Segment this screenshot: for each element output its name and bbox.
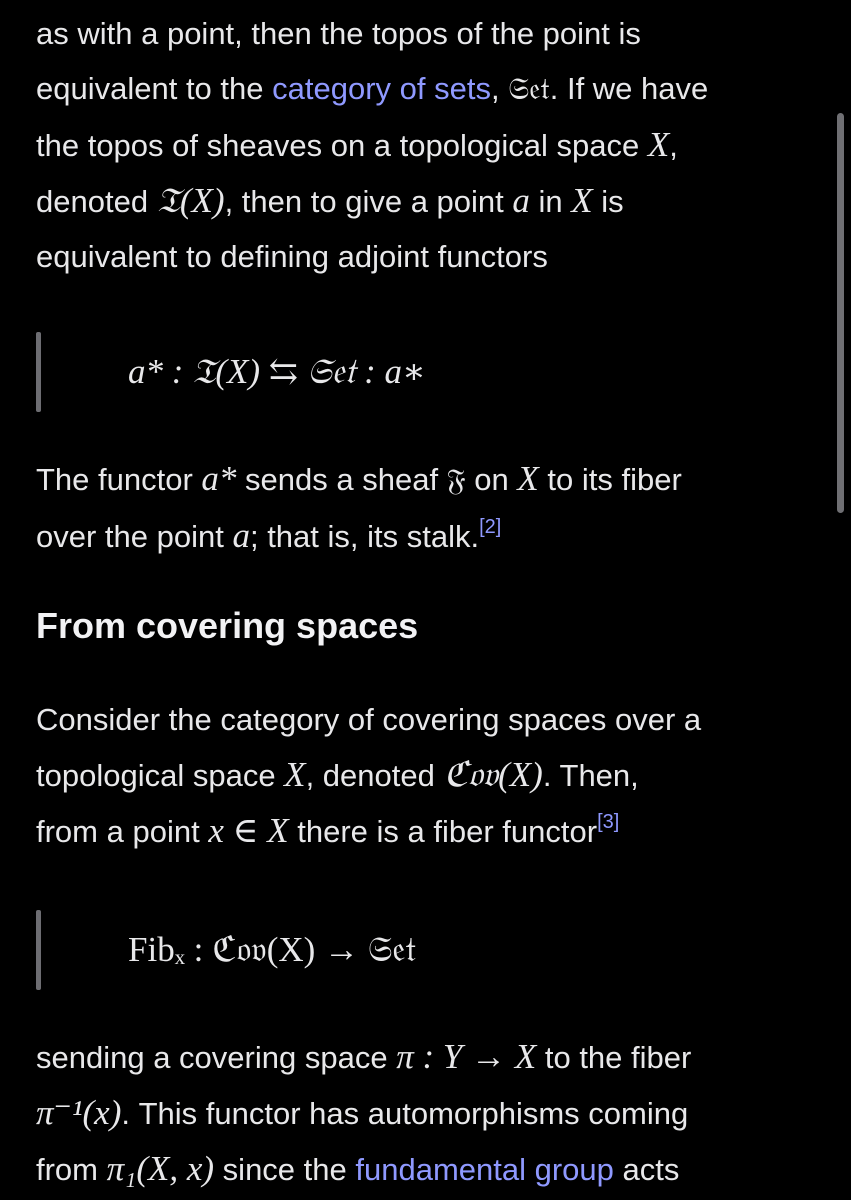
- text-span: equivalent to the: [36, 71, 273, 106]
- text-span: The functor: [36, 462, 202, 497]
- text-line: Consider the category of covering spaces over a: [36, 702, 702, 737]
- paragraph-functor: [36, 451, 682, 564]
- text-line: [36, 451, 682, 508]
- text-line: [36, 61, 708, 117]
- text-span: there is a fiber functor: [288, 814, 598, 849]
- math-fundamental-group: π₁(X, x): [106, 1149, 215, 1188]
- text-line: [36, 803, 701, 859]
- text-span: over the point: [36, 519, 233, 554]
- equation-block: [36, 910, 826, 990]
- quote-bar: [36, 332, 41, 412]
- text-span: since the: [214, 1152, 356, 1187]
- equation-formula: Fibₓ : ℭ𝔬𝔳(X) → 𝔖𝔢𝔱: [128, 930, 417, 969]
- text-span: from a point: [36, 814, 209, 849]
- text-span: , denoted: [305, 758, 444, 793]
- math-var: X: [571, 181, 593, 220]
- paragraph-fiber: [36, 1029, 691, 1197]
- math-covering-map: π : Y → X: [396, 1037, 537, 1076]
- text-span: denoted: [36, 184, 157, 219]
- text-line: [36, 117, 708, 173]
- math-topos: 𝔗(X): [156, 181, 225, 220]
- math-var: X: [284, 755, 306, 794]
- math-sheaf: 𝔉: [446, 463, 466, 498]
- text-line: [36, 508, 682, 564]
- reference-link-2[interactable]: [2]: [479, 516, 502, 538]
- text-line: [36, 173, 708, 229]
- text-line: as with a point, then the topos of the point is: [36, 16, 641, 51]
- reference-link-3[interactable]: [3]: [597, 811, 620, 833]
- text-span: is: [592, 184, 624, 219]
- scrollbar-thumb[interactable]: [837, 113, 844, 513]
- text-span: to the fiber: [536, 1040, 692, 1075]
- text-span: ; that is, its stalk.: [249, 519, 480, 554]
- section-heading: From covering spaces: [36, 605, 419, 646]
- text-line: equivalent to defining adjoint functors: [36, 239, 548, 274]
- text-span: to its fiber: [538, 462, 682, 497]
- text-span: the topos of sheaves on a topological space: [36, 128, 648, 163]
- math-var: a: [512, 181, 530, 220]
- text-span: . If we have: [549, 71, 709, 106]
- text-line: [36, 1141, 691, 1197]
- text-span: from: [36, 1152, 107, 1187]
- math-var: X: [517, 459, 539, 498]
- math-var: X: [647, 125, 670, 164]
- text-line: [36, 747, 701, 803]
- text-span: topological space: [36, 758, 285, 793]
- equation-block: [36, 332, 826, 412]
- math-cov: ℭ𝔬𝔳(X): [443, 755, 543, 794]
- math-fiber: π⁻¹(x): [36, 1093, 122, 1132]
- text-span: . Then,: [542, 758, 639, 793]
- fundamental-group-link[interactable]: fundamental group: [355, 1152, 614, 1187]
- quote-bar: [36, 910, 41, 990]
- text-span: , then to give a point: [224, 184, 513, 219]
- paragraph-covering: [36, 692, 701, 859]
- text-span: ,: [669, 128, 678, 163]
- paragraph-intro: [36, 6, 708, 284]
- math-point: x ∈ X: [208, 811, 289, 850]
- text-span: acts: [613, 1152, 680, 1187]
- math-var: a: [232, 516, 250, 555]
- text-line: [36, 1085, 691, 1141]
- category-of-sets-link[interactable]: category of sets: [272, 71, 491, 106]
- math-set: 𝔖𝔢𝔱: [508, 72, 550, 107]
- text-line: [36, 1029, 691, 1085]
- text-span: in: [529, 184, 572, 219]
- text-span: ,: [490, 71, 509, 106]
- text-span: sends a sheaf: [236, 462, 447, 497]
- math-functor: a*: [201, 459, 237, 498]
- text-span: on: [465, 462, 518, 497]
- text-span: sending a covering space: [36, 1040, 397, 1075]
- text-span: . This functor has automorphisms coming: [121, 1096, 689, 1131]
- equation-formula: a* : 𝔗(X) ⇆ 𝔖𝔢𝔱 : a∗: [128, 352, 426, 391]
